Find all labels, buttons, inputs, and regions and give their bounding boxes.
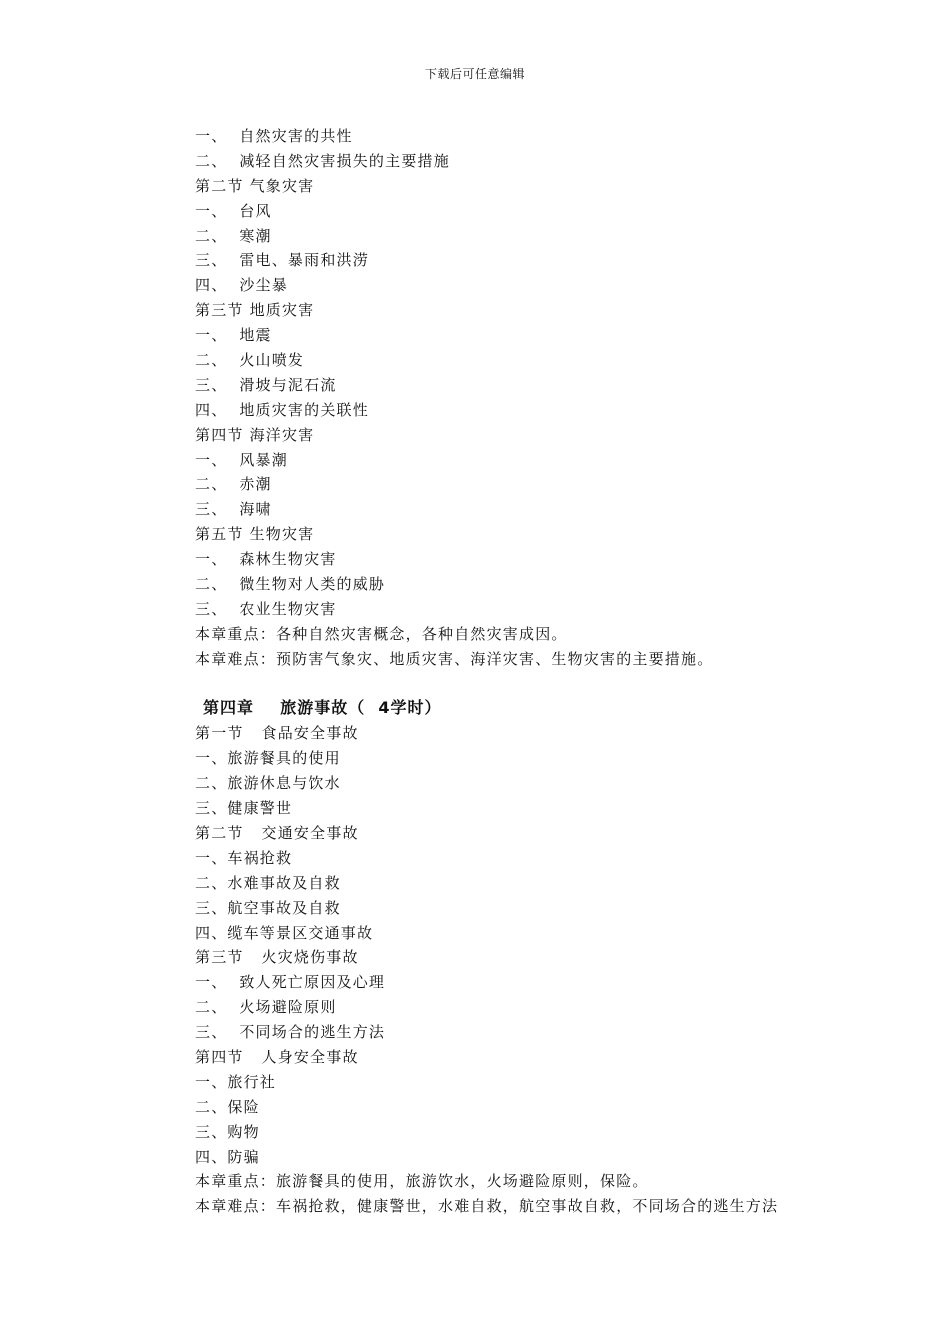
list-item: 一、 森林生物灾害: [195, 550, 337, 569]
spacer: [195, 672, 895, 697]
difficult-points: 本章难点：车祸抢救，健康警世，水难自救，航空事故自救，不同场合的逃生方法: [195, 1197, 779, 1216]
section-title: 第五节 生物灾害: [195, 525, 315, 544]
chapter-heading: 第四章 旅游事故（ 4学时）: [203, 698, 442, 718]
page-header: 下载后可任意编辑: [424, 67, 525, 81]
list-item: 二、 火场避险原则: [195, 998, 337, 1017]
section-title: 第二节 气象灾害: [195, 176, 315, 195]
list-item: 一、 自然灾害的共性: [195, 127, 353, 145]
section-title: 第三节 地质灾害: [195, 301, 315, 320]
list-item: 一、旅游餐具的使用: [195, 749, 341, 768]
section-title: 第三节 火灾烧伤事故: [195, 948, 359, 967]
list-item: 二、 减轻自然灾害损失的主要措施: [195, 151, 450, 170]
list-item: 四、 沙尘暴: [195, 276, 288, 295]
list-item: 二、 寒潮: [195, 226, 272, 245]
list-item: 三、 农业生物灾害: [195, 599, 337, 618]
section-title: 第四节 海洋灾害: [195, 425, 315, 444]
list-item: 三、 雷电、暴雨和洪涝: [195, 251, 369, 270]
list-item: 四、缆车等景区交通事故: [195, 923, 374, 942]
list-item: 一、车祸抢救: [195, 848, 293, 867]
list-item: 四、 地质灾害的关联性: [195, 400, 369, 419]
section-title: 第一节 食品安全事故: [195, 724, 359, 743]
list-item: 二、旅游休息与饮水: [195, 774, 341, 793]
list-item: 一、 台风: [195, 201, 272, 220]
list-item: 二、 赤潮: [195, 475, 272, 494]
list-item: 三、购物: [195, 1122, 260, 1141]
key-points: 本章重点：各种自然灾害概念，各种自然灾害成因。: [195, 624, 568, 643]
list-item: 二、 火山喷发: [195, 351, 305, 370]
list-item: 三、 滑坡与泥石流: [195, 375, 337, 394]
list-item: 三、 不同场合的逃生方法: [195, 1023, 386, 1042]
list-item: 三、航空事故及自救: [195, 898, 341, 917]
list-item: 一、旅行社: [195, 1072, 277, 1091]
document-body: [195, 124, 895, 1219]
list-item: 一、 风暴潮: [195, 450, 288, 469]
list-item: 二、 微生物对人类的威胁: [195, 575, 386, 594]
list-item: 一、 地震: [195, 326, 272, 345]
list-item: 一、 致人死亡原因及心理: [195, 973, 386, 992]
list-item: 二、水难事故及自救: [195, 873, 341, 892]
difficult-points: 本章难点：预防害气象灾、地质灾害、海洋灾害、生物灾害的主要措施。: [195, 649, 714, 668]
list-item: 三、健康警世: [195, 799, 293, 818]
list-item: 二、保险: [195, 1097, 260, 1116]
key-points: 本章重点：旅游餐具的使用，旅游饮水，火场避险原则，保险。: [195, 1172, 649, 1191]
section-title: 第二节 交通安全事故: [195, 823, 359, 842]
list-item: 三、 海啸: [195, 500, 272, 519]
section-title: 第四节 人身安全事故: [195, 1047, 359, 1066]
list-item: 四、防骗: [195, 1147, 260, 1166]
